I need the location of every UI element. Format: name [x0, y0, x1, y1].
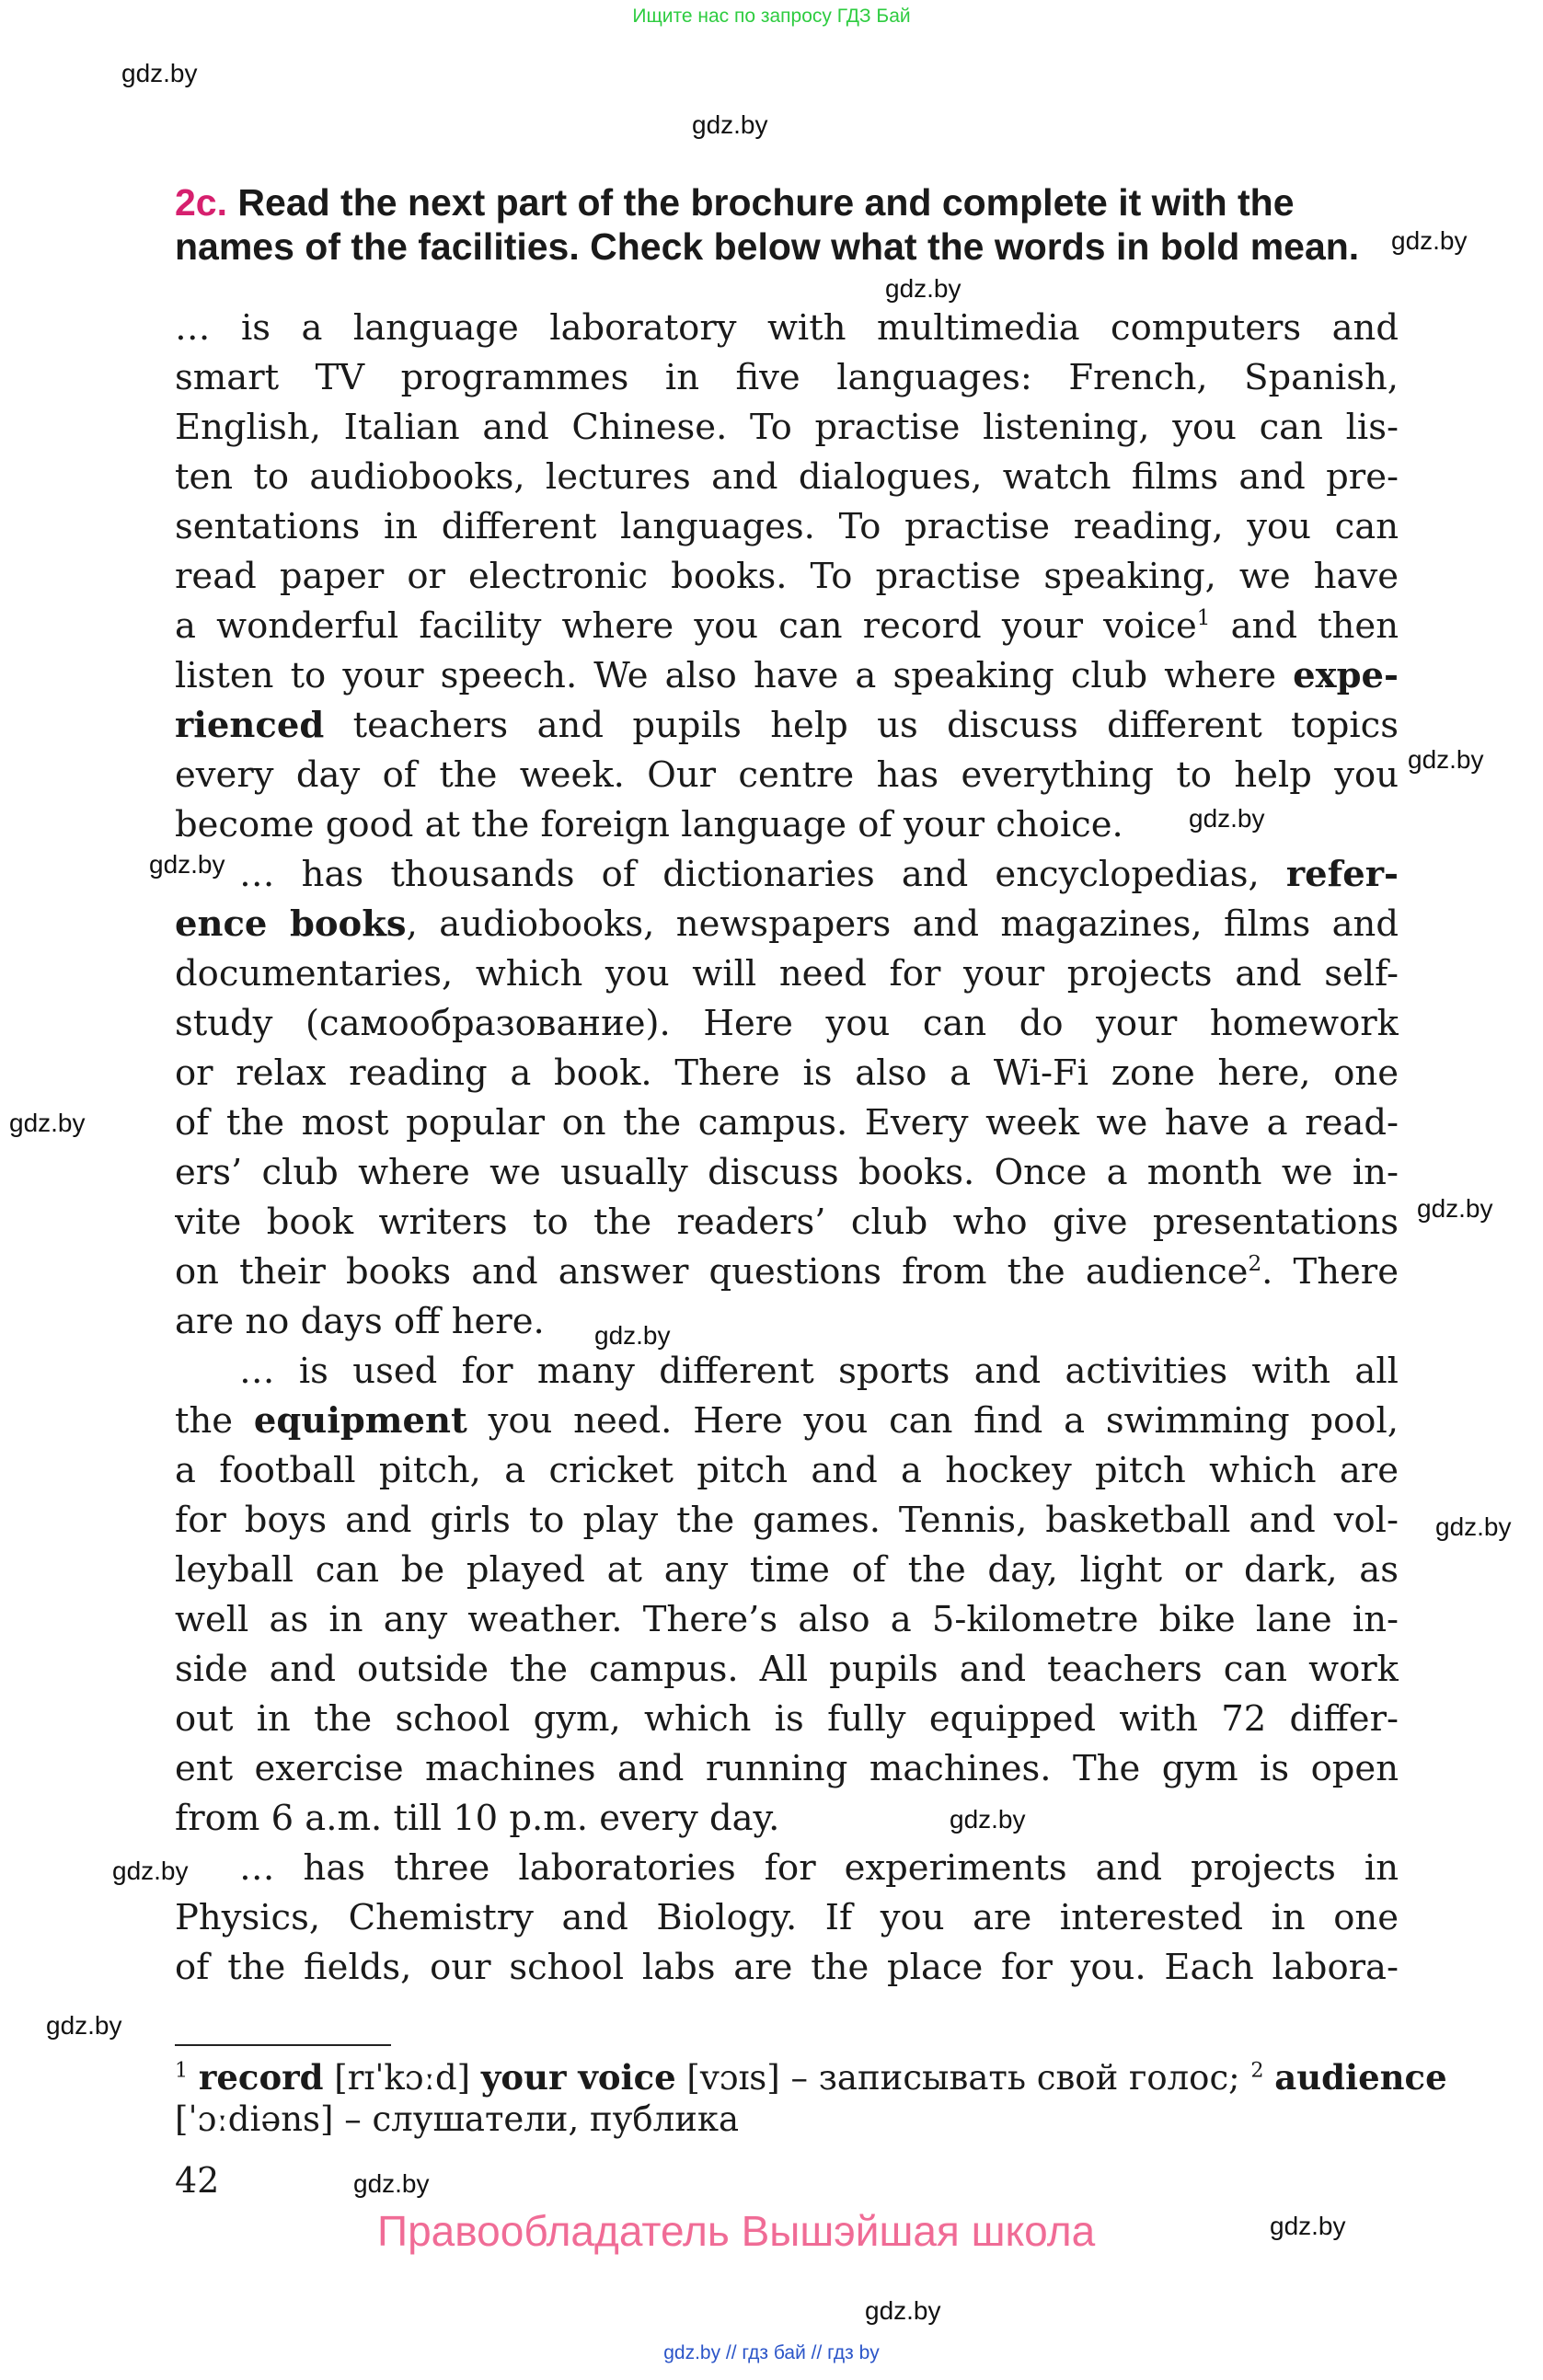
footnote-line: $^1$ record [rɪˈkɔːd] your voice [vɔɪs] – записывать свой голос; $^2$ audience	[175, 2057, 1447, 2098]
footnote-line: [ˈɔːdiəns] – слушатели, публика	[175, 2099, 740, 2139]
text-line: … has three laboratories for experiments and projects in	[239, 1847, 1399, 1889]
watermark: gdz.by	[1435, 1512, 1512, 1541]
rights-holder-footer: Правообладатель Вышэйшая школа	[377, 2207, 1096, 2255]
text-line: documentaries, which you will need for your projects and self-	[175, 953, 1399, 995]
watermark: gdz.by	[950, 1805, 1026, 1834]
bold-term: expe-	[1293, 655, 1399, 696]
watermark: gdz.by	[1391, 226, 1468, 255]
watermark: gdz.by	[885, 274, 961, 303]
bold-term: rienced	[175, 705, 325, 746]
footnote-ref: 1	[1196, 606, 1211, 631]
page-number: 42	[175, 2160, 220, 2201]
text-line: study (самообразование). Here you can do your homework	[175, 1003, 1399, 1044]
text-line: … is used for many different sports and activities with all	[239, 1351, 1399, 1392]
task-line-1-text: Read the next part of the brochure and complete it with the	[237, 181, 1295, 224]
watermark: gdz.by	[1408, 745, 1484, 774]
watermark: gdz.by	[9, 1109, 86, 1137]
watermark: gdz.by	[692, 110, 768, 139]
task-heading	[175, 180, 1399, 269]
text-line: become good at the foreign language of your choice.	[175, 804, 1123, 845]
watermark: gdz.by	[1270, 2212, 1346, 2240]
text-line: Physics, Chemistry and Biology. If you are interested in one	[175, 1897, 1399, 1938]
watermark: gdz.by	[46, 2011, 122, 2040]
watermark: gdz.by	[865, 2296, 941, 2325]
text-line: a wonderful facility where you can record your voice$^1$ and then	[175, 605, 1399, 647]
task-line-2: names of the facilities. Check below what the words in bold mean.	[175, 225, 1360, 268]
watermark: gdz.by	[112, 1857, 189, 1885]
watermark: gdz.by	[594, 1321, 671, 1350]
text-line: every day of the week. Our centre has everything to help you	[175, 754, 1399, 796]
text-line: smart TV programmes in five languages: French, Spanish,	[175, 357, 1399, 398]
watermark: gdz.by	[149, 850, 225, 879]
bold-term: refer-	[1285, 854, 1399, 895]
text-line: of the most popular on the campus. Every week we have a read-	[175, 1102, 1399, 1144]
task-number: 2c.	[175, 181, 227, 224]
watermark: gdz.by	[121, 59, 198, 87]
text-line: out in the school gym, which is fully equipped with 72 differ-	[175, 1698, 1399, 1740]
bold-term: equipment	[253, 1400, 467, 1442]
text-line: of the fields, our school labs are the place for you. Each labora-	[175, 1947, 1399, 1988]
text-line: sentations in different languages. To practise reading, you can	[175, 506, 1399, 547]
text-line: … has thousands of dictionaries and encyclopedias, refer-	[239, 854, 1399, 895]
text-line: listen to your speech. We also have a speaking club where expe-	[175, 655, 1399, 696]
footnote-divider	[175, 2044, 391, 2046]
watermark: gdz.by	[1417, 1194, 1493, 1223]
task-line-1	[175, 180, 1399, 224]
text-line: side and outside the campus. All pupils and teachers can work	[175, 1649, 1399, 1690]
text-line: a football pitch, a cricket pitch and a hockey pitch which are	[175, 1450, 1399, 1491]
watermark: gdz.by	[1189, 804, 1265, 833]
text-line: read paper or electronic books. To practise speaking, we have	[175, 556, 1399, 597]
text-line: ent exercise machines and running machines. The gym is open	[175, 1748, 1399, 1789]
text-line: on their books and answer questions from the audience$^2$. There	[175, 1251, 1399, 1293]
footnote-ref: 2	[1248, 1252, 1262, 1277]
text-line: ten to audiobooks, lectures and dialogues, watch films and pre-	[175, 456, 1399, 498]
text-line: ers’ club where we usually discuss books. Once a month we in-	[175, 1152, 1399, 1193]
watermark: gdz.by	[353, 2169, 430, 2198]
text-line: well as in any weather. There’s also a 5-kilometre bike lane in-	[175, 1599, 1399, 1640]
text-line: for boys and girls to play the games. Tennis, basketball and vol-	[175, 1500, 1399, 1541]
text-line: ence books, audiobooks, newspapers and magazines, films and	[175, 903, 1399, 945]
bottom-links[interactable]: gdz.by // гдз бай // гдз by	[663, 2342, 880, 2363]
text-line: or relax reading a book. There is also a Wi-Fi zone here, one	[175, 1052, 1399, 1094]
text-line: leyball can be played at any time of the day, light or dark, as	[175, 1549, 1399, 1591]
text-line: vite book writers to the readers’ club who give presentations	[175, 1201, 1399, 1243]
text-line: are no days off here.	[175, 1301, 545, 1342]
text-line: English, Italian and Chinese. To practise listening, you can lis-	[175, 407, 1399, 448]
text-line: … is a language laboratory with multimedia computers and	[175, 307, 1399, 349]
text-line: from 6 a.m. till 10 p.m. every day.	[175, 1798, 780, 1839]
top-banner: Ищите нас по запросу ГДЗ Бай	[632, 6, 911, 27]
text-line: rienced teachers and pupils help us discuss different topics	[175, 705, 1399, 746]
bold-term: ence books	[175, 903, 407, 945]
text-line: the equipment you need. Here you can find a swimming pool,	[175, 1400, 1399, 1442]
